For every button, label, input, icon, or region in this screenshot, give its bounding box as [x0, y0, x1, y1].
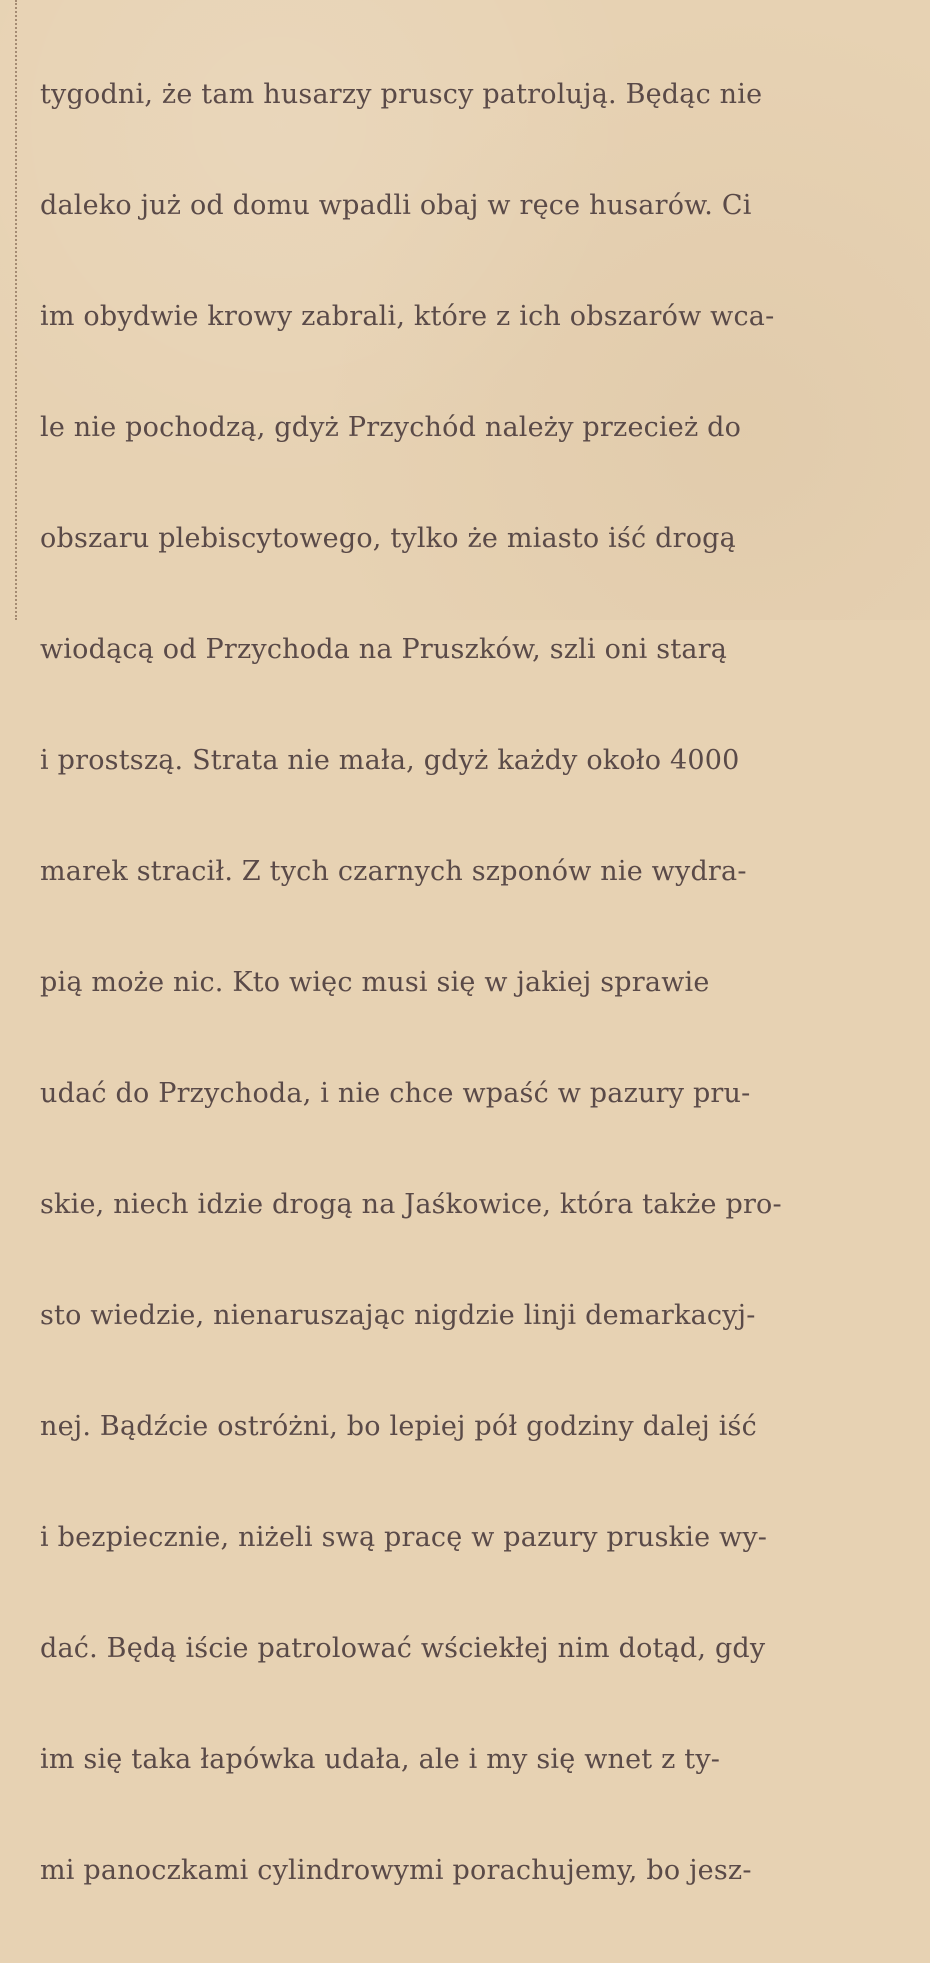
text-line-2: daleko już od domu wpadli obaj w ręce husarów. Ci [40, 190, 752, 221]
text-line-11: skie, niech idzie drogą na Jaśkowice, która także pro- [40, 1189, 782, 1220]
article-text [40, 2, 910, 1963]
text-line-12: sto wiedzie, nienaruszając nigdzie linji demarkacyj- [40, 1300, 756, 1331]
text-line-5: obszaru plebiscytowego, tylko że miasto iść drogą [40, 523, 736, 554]
text-line-9: pią może nic. Kto więc musi się w jakiej sprawie [40, 967, 710, 998]
column-divider [15, 0, 17, 620]
text-line-14: i bezpiecznie, niżeli swą pracę w pazury pruskie wy- [40, 1522, 768, 1553]
text-line-17: mi panoczkami cylindrowymi porachujemy, bo jesz- [40, 1855, 752, 1886]
text-line-4: le nie pochodzą, gdyż Przychód należy przecież do [40, 412, 742, 443]
text-line-1: tygodni, że tam husarzy pruscy patrolują. Będąc nie [40, 79, 763, 110]
text-line-16: im się taka łapówka udała, ale i my się wnet z ty- [40, 1744, 721, 1775]
text-line-13: nej. Bądźcie ostróżni, bo lepiej pół godziny dalej iść [40, 1411, 757, 1442]
text-line-8: marek stracił. Z tych czarnych szponów nie wydra- [40, 856, 747, 887]
text-line-15: dać. Będą iście patrolować wściekłej nim dotąd, gdy [40, 1633, 766, 1664]
text-line-3: im obydwie krowy zabrali, które z ich obszarów wca- [40, 301, 775, 332]
text-line-6: wiodącą od Przychoda na Pruszków, szli oni starą [40, 634, 728, 665]
text-line-7: i prostszą. Strata nie mała, gdyż każdy około 4000 [40, 745, 740, 776]
text-line-10: udać do Przychoda, i nie chce wpaść w pazury pru- [40, 1078, 751, 1109]
